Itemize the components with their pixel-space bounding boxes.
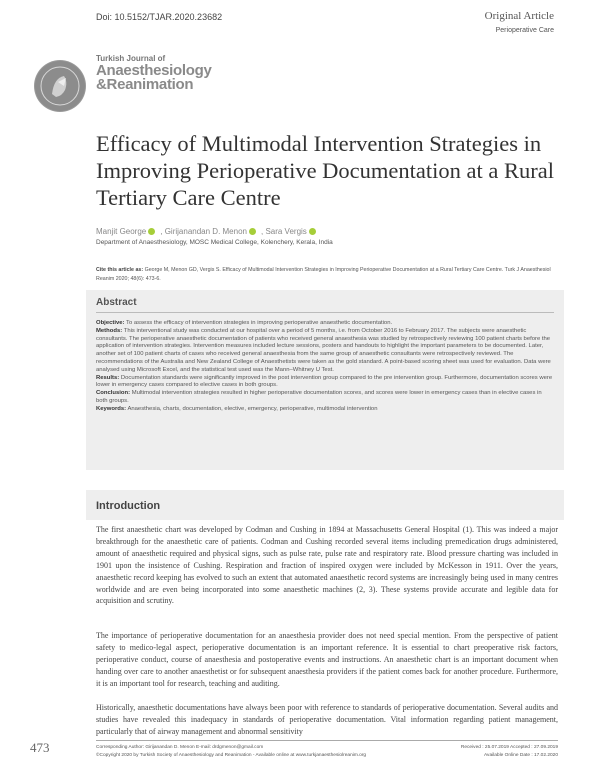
copyright: ©Copyright 2020 by Turkish Society of Anaesthesiology and Reanimation - Available online at www.turkjanaesthesiolreanim.org [96,752,367,758]
article-title: Efficacy of Multimodal Intervention Strategies in Improving Perioperative Documentation at a Rural Tertiary Care Centre [96,131,554,210]
objective-text: To assess the efficacy of intervention strategies in improving perioperative anaesthetic documentation. [126,320,393,326]
journal-logo-icon [34,60,86,112]
methods-text: This interventional study was conducted at our hospital over a period of 5 months, i.e. from October 2016 to February 2017. The subjects were anaesthetic consultants. The perioperative anaesthetic documentation of patients who received general anaesthesia was studied by retrospectively reviewing 100 patient charts before the application of intervention strategies. Intervention measures included lecture sessions, posters and handouts to highlight the important parameters to be documented. Later, another set of 100 patient charts of cases who received general anaesthesia from the same group of anaesthetic consultants were retrospectively reviewed. The recommendations of the Australia and New Zealand College of Anaesthetists were taken as the gold standard. A point-based scoring sheet was used for evaluation. Data were analysed using Microsoft Excel, and the statistical test used was the Mann–Whitney U Test. [96,327,551,373]
affiliation: Department of Anaesthesiology, MOSC Medical College, Kolenchery, Kerala, India [96,239,333,246]
footer-right [461,744,558,759]
abstract-divider [96,312,554,313]
article-section: Perioperative Care [495,27,554,34]
abstract-section [86,290,564,470]
citation-text: George M, Menon GD, Vergis S. Efficacy of Multimodal Intervention Strategies in Improving Perioperative Documentation at a Rural Tertiary Care Centre. Turk J Anaesthesiol Reanim 2020; 48(6): 473-6. [96,267,551,282]
introduction-header [86,490,564,520]
objective-label: Objective: [96,320,125,326]
citation-label: Cite this article as: [96,267,144,273]
introduction-paragraph: The first anaesthetic chart was developed by Codman and Cushing in 1894 at Massachusetts General Hospital (1). This was indeed a major breakthrough for the anaesthetic care of patients. Codman and Cushing recorded several items including premedication drugs administered, amount of anaesthetic required and physical signs, such as pulse rate, pulse rate and respiratory rate. Blood pressure charting was included in 1901 upon the insistence of Cushing. Respiration and fraction of inspired oxygen were included by McKesson in 1911. Over the years, anaesthetic record keeping has evolved to such an extent that automated anaesthetic record systems are increasingly being used in many centres worldwide and are even being incorporated into some anaesthetic machines (2, 3). These systems provide accurate and legible data for acquisition and scrutiny. [96,525,558,606]
results-text: Documentation standards were significantly improved in the post intervention group compared to the pre intervention group. Furthermore, documentation scores were lower in emergency cases compared to elective cases in both groups. [96,374,553,389]
abstract-heading: Abstract [96,297,137,308]
available-online: Available Online Date : 17.02.2020 [483,752,558,758]
introduction-paragraph: Historically, anaesthetic documentations have always been poor with reference to standards of perioperative documentation. Several audits and studies have revealed this inadequacy in standards of perioperative documentation. Vital information regarding patient management, particularly that of airway management and abnormal sensitivity [96,703,558,736]
orcid-icon[interactable] [309,228,316,235]
keywords-label: Keywords: [96,405,127,412]
author-name[interactable]: Manjit George [96,227,147,236]
corresponding-author: Corresponding Author: Girijanandan D. Menon E-mail: drdgmenon@gmail.com [96,745,264,750]
author-name[interactable]: Girijanandan D. Menon [164,227,247,236]
keywords-text: Anaesthesia, charts, documentation, elective, emergency, perioperative, multimodal intervention [127,405,378,412]
results-label: Results: [96,374,120,381]
conclusion-text: Multimodal intervention strategies resulted in higher perioperative documentation scores, and scores were lower in emergency cases than in elective cases in both groups. [96,390,542,404]
footer-left [96,744,396,759]
doi: Doi: 10.5152/TJAR.2020.23682 [96,12,223,22]
received-dates: Received : 25.07.2019 Accepted : 27.09.2019 [460,745,558,750]
journal-name-line1: Anaesthesiology [96,62,212,79]
journal-name [96,64,212,92]
author-list: Manjit George , Girijanandan D. Menon , Sara Vergis [96,227,321,236]
conclusion-label: Conclusion: [96,390,131,397]
introduction-paragraph: The importance of perioperative documentation for an anaesthesia provider does not need special mention. From the perspective of patient safety to medico-legal aspect, perioperative documentation is an important reference. It is essential to chart preoperative risk factors, perioperative conduct, course of anaesthesia and postoperative events and instructions. An anaesthetic chart is an important document when handing over care to another anaesthetist or for subsequent anaesthesia providers if the patient comes back for another procedure. Furthermore, it is an important tool for research, teaching and auditing. [96,631,558,688]
footer-divider [96,740,558,741]
author-name[interactable]: Sara Vergis [265,227,307,236]
methods-label: Methods: [96,327,123,334]
orcid-icon[interactable] [148,228,155,235]
page-number: 473 [30,740,50,755]
introduction-heading: Introduction [96,500,161,512]
orcid-icon[interactable] [249,228,256,235]
citation [96,266,556,284]
journal-name-small: Turkish Journal of [96,54,166,63]
abstract-body [96,320,554,414]
article-type: Original Article [484,10,554,22]
journal-name-line2: &Reanimation [96,76,194,93]
